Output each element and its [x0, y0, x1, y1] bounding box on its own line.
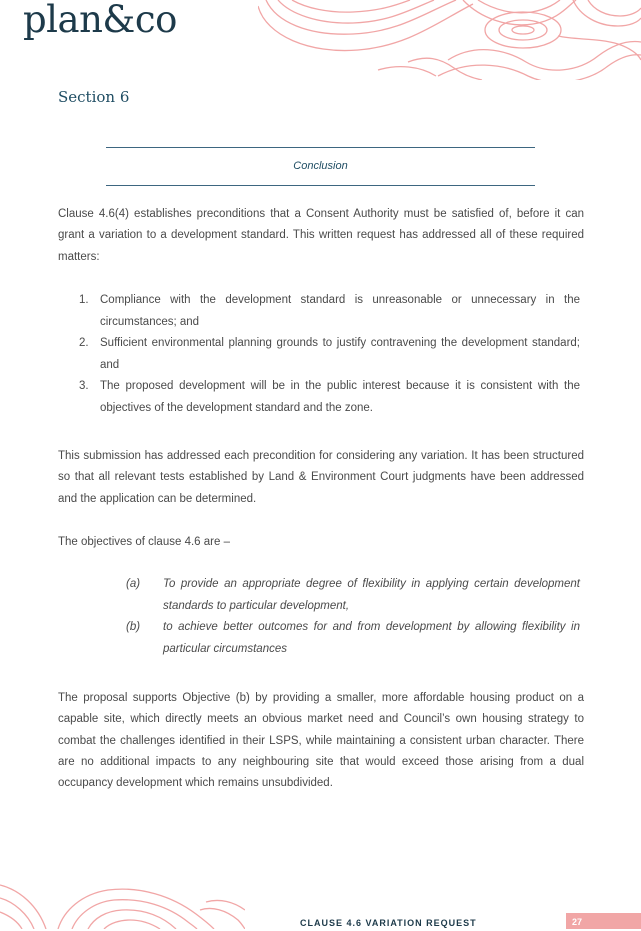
contour-pattern-top	[258, 0, 641, 80]
list-item: 1. Compliance with the development standard is unreasonable or unnecessary in the circumstances; and	[79, 294, 580, 328]
page-number-badge: 27	[566, 913, 641, 929]
section-title: Section 6	[58, 88, 130, 106]
plan-and-co-logo: plan&co	[23, 0, 177, 41]
objective-item: (a) To provide an appropriate degree of flexibility in applying certain development standards to particular development,	[126, 578, 580, 612]
footer-document-label: CLAUSE 4.6 VARIATION REQUEST	[300, 918, 477, 928]
heading-rule-bottom	[106, 185, 535, 186]
list-item: 3. The proposed development will be in the public interest because it is consistent with the objectives of the development standard and the zone.	[79, 380, 580, 414]
intro-paragraph: Clause 4.6(4) establishes preconditions that a Consent Authority must be satisfied of, before it can grant a variation to a development standard. This written request has addressed all of these required matters:	[58, 208, 584, 263]
submission-paragraph: This submission has addressed each precondition for considering any variation. It has been structured so that all relevant tests established by Land & Environment Court judgments have been addressed and the application can be determined.	[58, 450, 584, 505]
objectives-list	[126, 574, 580, 660]
list-item: 2. Sufficient environmental planning grounds to justify contravening the development standard; and	[79, 337, 580, 371]
heading-rule-top	[106, 147, 535, 148]
proposal-paragraph: The proposal supports Objective (b) by providing a smaller, more affordable housing product on a capable site, which directly meets an obvious market need and Council’s own housing strategy to combat the challenges identified in their LSPS, while maintaining a consistent urban character. There are no additional impacts to any neighbouring site that would exceed those arising from a dual occupancy development which remains unsubdivided.	[58, 692, 584, 790]
objectives-intro: The objectives of clause 4.6 are –	[58, 536, 230, 548]
conclusion-heading: Conclusion	[293, 160, 348, 172]
objective-item: (b) to achieve better outcomes for and from development by allowing flexibility in particular circumstances	[126, 621, 580, 655]
required-matters-list	[79, 290, 580, 419]
contour-pattern-bottom	[0, 880, 245, 929]
